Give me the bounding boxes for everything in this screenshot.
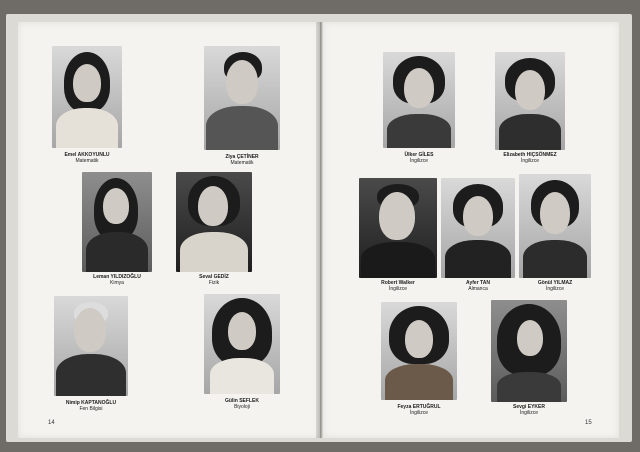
portrait-caption xyxy=(197,154,287,167)
portrait-caption xyxy=(197,398,287,411)
person-subject: İngilizce xyxy=(388,286,408,293)
portrait-caption xyxy=(374,152,464,165)
person-name: Feyza ERTUĞRUL xyxy=(397,404,441,410)
portrait-photo xyxy=(495,52,565,150)
portrait-caption xyxy=(72,274,162,287)
person-subject: Kimya xyxy=(110,280,124,287)
portrait-photo xyxy=(441,178,515,278)
person-subject: İngilizce xyxy=(545,286,565,293)
person-subject: Fen Bilgisi xyxy=(79,406,103,413)
person-subject: Matematik xyxy=(75,158,99,165)
person-name: Leman YILDIZOĞLU xyxy=(93,274,141,280)
person-subject: İngilizce xyxy=(519,410,539,417)
right-page xyxy=(322,22,619,438)
person-name: Ziya ÇETİNER xyxy=(225,154,259,160)
person-subject: Matematik xyxy=(230,160,254,167)
person-name: Gülin SEFLEK xyxy=(225,398,259,404)
portrait-photo xyxy=(204,294,280,394)
portrait-photo xyxy=(491,300,567,402)
portrait-caption xyxy=(42,152,132,165)
portrait-caption xyxy=(353,280,443,293)
portrait-caption xyxy=(169,274,259,287)
portrait-caption xyxy=(485,152,575,165)
portrait-photo xyxy=(82,172,152,272)
person-name: Emel AKKOYUNLU xyxy=(64,152,110,158)
person-name: Sevgi EYKER xyxy=(513,404,545,410)
portrait-caption xyxy=(46,400,136,413)
portrait-photo xyxy=(359,178,437,278)
person-name: Ülker GİLES xyxy=(404,152,434,158)
portrait-photo xyxy=(381,302,457,400)
page-number: 14 xyxy=(48,420,55,426)
portrait-photo xyxy=(204,46,280,150)
portrait-photo xyxy=(176,172,252,272)
person-name: Seval GEDİZ xyxy=(199,274,229,280)
person-subject: İngilizce xyxy=(409,158,429,165)
portrait-photo xyxy=(519,174,591,278)
portrait-photo xyxy=(383,52,455,148)
person-subject: Almanca xyxy=(468,286,488,293)
portrait-caption xyxy=(510,280,600,293)
person-subject: İngilizce xyxy=(520,158,540,165)
person-name: Elizabeth HIÇSÖNMEZ xyxy=(503,152,557,158)
page-number: 15 xyxy=(585,420,592,426)
left-page xyxy=(18,22,321,438)
portrait-photo xyxy=(54,296,128,396)
person-name: Ayfer TAN xyxy=(466,280,490,286)
person-name: Gönül YILMAZ xyxy=(537,280,573,286)
person-name: Robert Walker xyxy=(381,280,415,286)
portrait-caption xyxy=(374,404,464,417)
portrait-caption xyxy=(484,404,574,417)
person-subject: Fizik xyxy=(208,280,220,287)
person-subject: İngilizce xyxy=(409,410,429,417)
portrait-photo xyxy=(52,46,122,148)
person-subject: Biyoloji xyxy=(234,404,250,411)
person-name: Nimip KAPTANOĞLU xyxy=(65,400,117,406)
